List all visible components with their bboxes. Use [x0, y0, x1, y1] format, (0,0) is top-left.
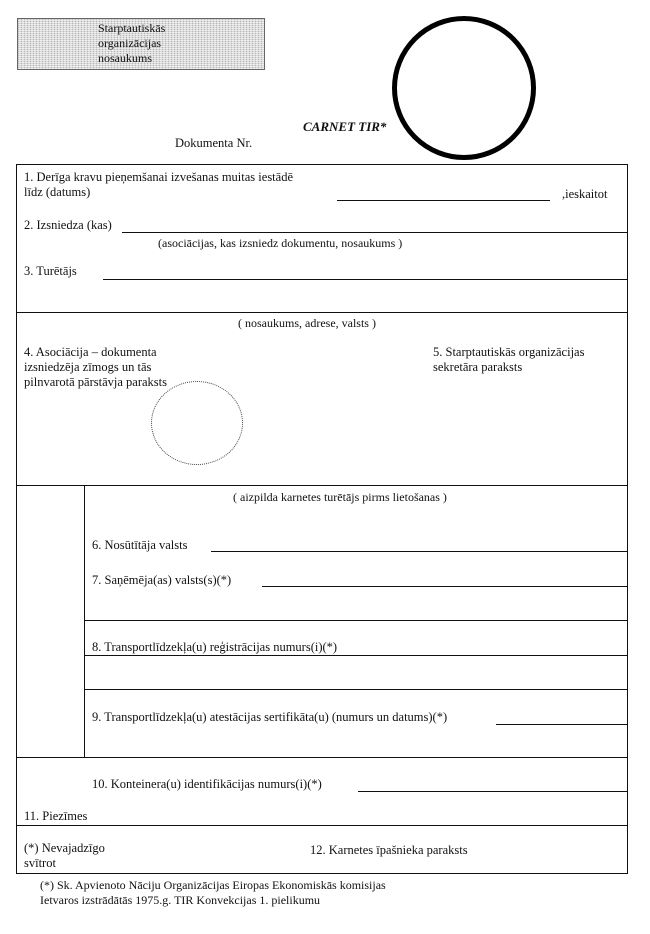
field8-input-line-2[interactable] — [84, 689, 628, 690]
footnote-line-2: svītrot — [24, 856, 56, 870]
field8-input-line-1[interactable] — [84, 655, 628, 656]
footnote-note — [24, 841, 105, 871]
section-divider-3 — [16, 757, 628, 758]
field9-input-line[interactable] — [496, 724, 627, 725]
field2-label: 2. Izsniedza (kas) — [24, 218, 112, 232]
section-divider-1 — [16, 312, 628, 313]
field7-input-line[interactable] — [262, 586, 627, 587]
field10-label: 10. Konteinera(u) identifikācijas numurs(i)(*) — [92, 777, 322, 791]
field11-label: 11. Piezīmes — [24, 809, 88, 823]
field6-input-line[interactable] — [211, 551, 627, 552]
field11-input-line[interactable] — [16, 825, 628, 826]
field4-line-2: izsniedzēja zīmogs un tās — [24, 360, 152, 374]
association-seal-circle — [151, 381, 243, 465]
org-line-2: organizācijas — [98, 36, 162, 50]
section-divider-2 — [16, 485, 628, 486]
field2-caption: (asociācijas, kas izsniedz dokumentu, nosaukums ) — [158, 236, 403, 250]
field3-holder-input-line[interactable] — [103, 279, 627, 280]
field4-label — [24, 345, 167, 390]
footnote-line-1: (*) Nevajadzīgo — [24, 841, 105, 855]
field1-label-line1: 1. Derīga kravu pieņemšanai izvešanas muitas iestādē — [24, 170, 294, 184]
form-frame — [16, 164, 628, 874]
field4-line-1: 4. Asociācija – dokumenta — [24, 345, 157, 359]
org-line-3: nosaukums — [98, 51, 152, 65]
org-line-1: Starptautiskās — [98, 21, 166, 35]
holder-section-caption: ( aizpilda karnetes turētājs pirms lietošanas ) — [233, 490, 447, 504]
carnet-title: CARNET TIR* — [303, 119, 387, 134]
stamp-circle — [392, 16, 536, 160]
field12-label: 12. Karnetes īpašnieka paraksts — [310, 843, 468, 857]
field1-date-input-line[interactable] — [337, 200, 550, 201]
field7-label: 7. Saņēmēja(as) valsts(s)(*) — [92, 573, 232, 587]
footer-line-2: Ietvaros izstrādātās 1975.g. TIR Konvekcijas 1. pielikumu — [40, 893, 321, 907]
field7-extra-line[interactable] — [84, 620, 628, 621]
holder-section-left-border — [84, 485, 85, 757]
document-number-label: Dokumenta Nr. — [175, 136, 253, 150]
field2-issuer-input-line[interactable] — [122, 232, 627, 233]
field3-label: 3. Turētājs — [24, 264, 77, 278]
organization-name-label — [98, 21, 248, 66]
field1-label-line2: līdz (datums) — [24, 185, 91, 199]
field8-label: 8. Transportlīdzekļa(u) reģistrācijas numurs(i)(*) — [92, 640, 338, 654]
field1-suffix: ,ieskaitot — [562, 187, 608, 201]
field4-line-3: pilnvarotā pārstāvja paraksts — [24, 375, 168, 389]
field9-label: 9. Transportlīdzekļa(u) atestācijas sertifikāta(u) (numurs un datums)(*) — [92, 710, 448, 724]
field5-line-1: 5. Starptautiskās organizācijas — [433, 345, 585, 359]
field6-label: 6. Nosūtītāja valsts — [92, 538, 188, 552]
field3-caption: ( nosaukums, adrese, valsts ) — [238, 316, 376, 330]
field5-line-2: sekretāra paraksts — [433, 360, 523, 374]
field5-label — [433, 345, 584, 375]
field10-input-line[interactable] — [358, 791, 627, 792]
footer-line-1: (*) Sk. Apvienoto Nāciju Organizācijas Eiropas Ekonomiskās komisijas — [40, 878, 386, 892]
